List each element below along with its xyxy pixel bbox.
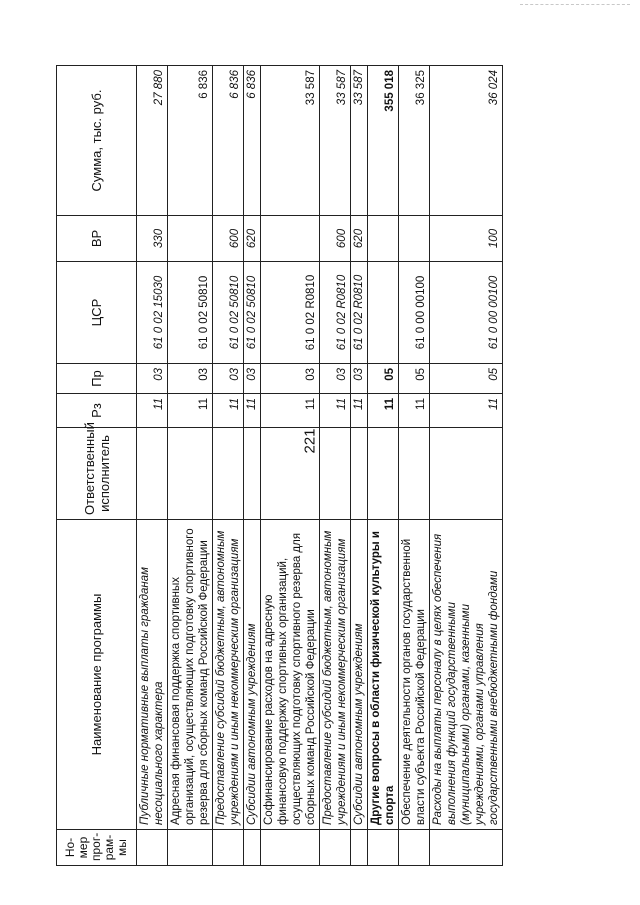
cell-csr: 61 0 00 00100 <box>399 262 430 364</box>
cell-num <box>137 830 168 866</box>
cell-rz: 11 <box>320 394 351 428</box>
cell-vr <box>399 216 430 262</box>
table-row <box>430 66 503 866</box>
cell-vr: 620 <box>244 216 261 262</box>
cell-pr: 03 <box>137 364 168 394</box>
cell-executor <box>430 428 503 520</box>
cell-vr <box>168 216 213 262</box>
cell-num <box>399 830 430 866</box>
cell-csr: 61 0 02 R0810 <box>351 262 368 364</box>
cell-csr: 61 0 02 50810 <box>244 262 261 364</box>
cell-name: Субсидии автономным учреждениям <box>244 520 261 830</box>
cell-vr <box>261 216 320 262</box>
cell-rz: 11 <box>430 394 503 428</box>
cell-csr: 61 0 02 50810 <box>213 262 244 364</box>
cell-num <box>351 830 368 866</box>
cell-pr: 05 <box>399 364 430 394</box>
cell-sum: 6 836 <box>168 66 213 216</box>
scan-artifact <box>520 4 630 8</box>
cell-name: Другие вопросы в области физической культуры и спорта <box>368 520 399 830</box>
cell-sum: 33 587 <box>261 66 320 216</box>
cell-name: Предоставление субсидий бюджетным, автономным учреждениям и иным некоммерческим организациям <box>320 520 351 830</box>
rotated-page <box>56 66 576 866</box>
cell-name: Софинансирование расходов на адресную финансовую поддержку спортивных организаций, осуществляющих подготовку спортивного резерва для сборных команд Российской Федерации <box>261 520 320 830</box>
header-num: Но-мер прог-рам-мы <box>57 830 137 866</box>
cell-name: Расходы на выплаты персоналу в целях обеспечения выполнения функций государственными (муниципальными) органами, казенными учреждениями, органами управления государственными внебюджетными фондами <box>430 520 503 830</box>
cell-vr: 330 <box>137 216 168 262</box>
cell-executor <box>213 428 244 520</box>
table-row <box>244 66 261 866</box>
cell-pr: 03 <box>320 364 351 394</box>
header-name: Наименование программы <box>57 520 137 830</box>
cell-pr: 05 <box>368 364 399 394</box>
cell-sum: 27 880 <box>137 66 168 216</box>
cell-vr <box>368 216 399 262</box>
cell-executor <box>320 428 351 520</box>
header-rz: Рз <box>57 394 137 428</box>
cell-pr: 03 <box>168 364 213 394</box>
cell-sum: 33 587 <box>320 66 351 216</box>
cell-csr: 61 0 02 50810 <box>168 262 213 364</box>
cell-rz: 11 <box>261 394 320 428</box>
cell-vr: 100 <box>430 216 503 262</box>
header-sum: Сумма, тыс. руб. <box>57 66 137 216</box>
table-row <box>261 66 320 866</box>
cell-rz: 11 <box>351 394 368 428</box>
cell-executor <box>261 428 320 520</box>
header-executor: Ответственный исполнитель <box>57 428 137 520</box>
header-row <box>57 66 137 866</box>
cell-vr: 620 <box>351 216 368 262</box>
cell-executor <box>244 428 261 520</box>
cell-executor <box>368 428 399 520</box>
header-vr: ВР <box>57 216 137 262</box>
cell-num <box>320 830 351 866</box>
cell-csr: 61 0 02 R0810 <box>261 262 320 364</box>
cell-csr: 61 0 02 15030 <box>137 262 168 364</box>
cell-pr: 05 <box>430 364 503 394</box>
cell-name: Обеспечение деятельности органов государственной власти субъекта Российской Федерации <box>399 520 430 830</box>
cell-pr: 03 <box>213 364 244 394</box>
header-pr: Пр <box>57 364 137 394</box>
cell-sum: 6 836 <box>213 66 244 216</box>
cell-sum: 355 018 <box>368 66 399 216</box>
cell-sum: 6 836 <box>244 66 261 216</box>
cell-executor <box>137 428 168 520</box>
cell-name: Субсидии автономным учреждениям <box>351 520 368 830</box>
cell-csr: 61 0 00 00100 <box>430 262 503 364</box>
cell-csr: 61 0 02 R0810 <box>320 262 351 364</box>
cell-csr <box>368 262 399 364</box>
cell-executor <box>351 428 368 520</box>
cell-rz: 11 <box>244 394 261 428</box>
cell-name: Публичные нормативные выплаты гражданам несоциального характера <box>137 520 168 830</box>
table-row <box>320 66 351 866</box>
header-csr: ЦСР <box>57 262 137 364</box>
cell-vr: 600 <box>213 216 244 262</box>
table-body <box>137 66 503 866</box>
cell-sum: 36 325 <box>399 66 430 216</box>
cell-num <box>261 830 320 866</box>
cell-pr: 03 <box>351 364 368 394</box>
cell-executor <box>399 428 430 520</box>
table-row <box>213 66 244 866</box>
cell-rz: 11 <box>137 394 168 428</box>
table-row <box>351 66 368 866</box>
cell-num <box>244 830 261 866</box>
cell-vr: 600 <box>320 216 351 262</box>
budget-table <box>56 65 503 866</box>
page-number: 221 <box>301 428 319 454</box>
cell-num <box>368 830 399 866</box>
table-row <box>399 66 430 866</box>
cell-name: Предоставление субсидий бюджетным, автономным учреждениям и иным некоммерческим организациям <box>213 520 244 830</box>
table-row <box>368 66 399 866</box>
cell-num <box>168 830 213 866</box>
cell-num <box>430 830 503 866</box>
cell-sum: 33 587 <box>351 66 368 216</box>
cell-rz: 11 <box>168 394 213 428</box>
cell-num <box>213 830 244 866</box>
table-row <box>168 66 213 866</box>
cell-sum: 36 024 <box>430 66 503 216</box>
cell-name: Адресная финансовая поддержка спортивных организаций, осуществляющих подготовку спортивного резерва для сборных команд Российской Федерации <box>168 520 213 830</box>
cell-rz: 11 <box>368 394 399 428</box>
cell-rz: 11 <box>399 394 430 428</box>
cell-executor <box>168 428 213 520</box>
cell-pr: 03 <box>261 364 320 394</box>
cell-rz: 11 <box>213 394 244 428</box>
table-row <box>137 66 168 866</box>
cell-pr: 03 <box>244 364 261 394</box>
